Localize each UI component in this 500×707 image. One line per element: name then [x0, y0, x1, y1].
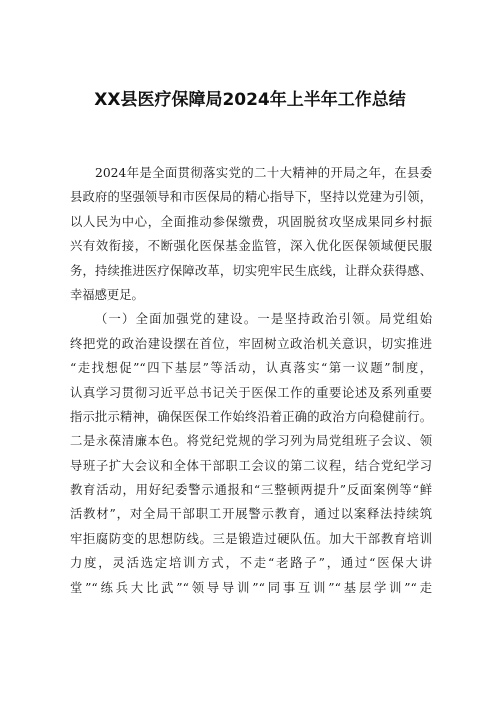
- paragraph-2-line-8: 教育活动，用好纪委警示通报和“三整顿两提升”反面案例等“鲜: [70, 483, 432, 498]
- paragraph-2-line-4: 认真学习贯彻习近平总书记关于医保工作的重要论述及系列重要: [70, 385, 432, 400]
- paragraph-2-line-6: 二是永葆清廉本色。将党纪党规的学习列为局党组班子会议、领: [70, 434, 432, 449]
- paragraph-1-line-5: 务，持续推进医疗保障改革，切实兜牢民生底线，让群众获得感、: [70, 263, 432, 278]
- paragraph-2-line-3: “走找想促”“四下基层”等活动，认真落实“第一议题”制度，: [70, 361, 432, 376]
- paragraph-1-line-6: 幸福感更足。: [70, 287, 144, 302]
- paragraph-2-line-12: 堂”“练兵大比武”“领导导训”“同事互训”“基层学训”“走: [70, 580, 432, 595]
- paragraph-2-line-9: 活教材”，对全局干部职工开展警示教育，通过以案释法持续筑: [70, 507, 432, 522]
- paragraph-2-line-7: 导班子扩大会议和全体干部职工会议的第二议程，结合党纪学习: [70, 458, 432, 473]
- paragraph-1-line-4: 兴有效衔接，不断强化医保基金监管，深入优化医保领域便民服: [70, 239, 432, 254]
- paragraph-2-line-1: （一）全面加强党的建设。一是坚持政治引领。局党组始: [95, 312, 432, 327]
- paragraph-1-line-3: 以人民为中心，全面推动参保缴费，巩固脱贫攻坚成果同乡村振: [70, 214, 432, 229]
- paragraph-2-line-11: 力度，灵活选定培训方式，不走“老路子”，通过“医保大讲: [70, 556, 432, 571]
- paragraph-2-line-2: 终把党的政治建设摆在首位，牢固树立政治机关意识，切实推进: [70, 336, 432, 351]
- paragraph-2-line-5: 指示批示精神，确保医保工作始终沿着正确的政治方向稳健前行。: [70, 409, 432, 424]
- paragraph-2-line-10: 牢拒腐防变的思想防线。三是锻造过硬队伍。加大干部教育培训: [70, 531, 432, 546]
- paragraph-1-line-1: 2024年是全面贯彻落实党的二十大精神的开局之年，在县委: [95, 166, 432, 180]
- paragraph-1-line-2: 县政府的坚强领导和市医保局的精心指导下，坚持以党建为引领，: [70, 190, 432, 205]
- document-body: [70, 161, 432, 600]
- document-title: XX县医疗保障局2024年上半年工作总结: [94, 90, 406, 110]
